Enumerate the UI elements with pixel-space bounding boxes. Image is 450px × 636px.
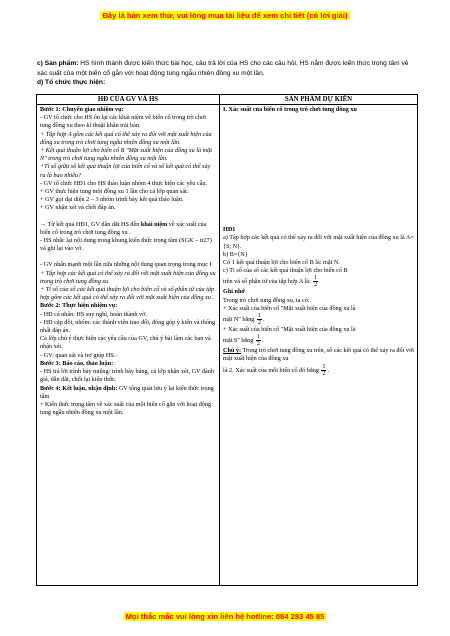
hd1-answer: a) Tập hợp các kết quả có thể xảy ra đối với mặt xuất hiện của đồng xu là A={S; N}. <box>223 234 414 250</box>
hotline-banner: Mọi thắc mắc vui lòng xin liên hệ hotline: 084 283 45 85 <box>125 612 325 621</box>
product-paragraph: c) Sản phẩm: HS hình thành được kiến thức bài học, câu trả lời của HS cho các câu hỏi, HS nắm được kiến thức trọng tâm về xác suất của một biến cố gắn với hoạt động tung ngẫu nhiên đồng xu một lần. <box>37 60 409 77</box>
teacher-student-header: HĐ CỦA GV VÀ HS <box>37 95 220 105</box>
step2-title: Bước 2: Thực hiện nhiệm vụ: <box>40 302 118 310</box>
step1-line: - GV nhấn mạnh một lần nữa những nội dung quan trọng trong mục I <box>40 261 212 269</box>
hd1-answer: c) Tỉ số của số các kết quả thuận lợi cho biến cố B <box>223 267 348 275</box>
remember-line: + Xác suất của biến cố "Mặt xuất hiện của đồng xu là <box>223 326 356 334</box>
step1-line: + Tập hợp các kết quả có thể xảy ra đối với mặt xuất hiện của đồng xu trong trò chơi tung đồng xu <box>40 269 216 285</box>
remember-line: + Xác suất của biến cố "Mặt xuất hiện của đồng xu là <box>223 304 356 312</box>
product-cell <box>220 105 418 586</box>
step1-line: → Từ kết quả HĐ1, GV dẫn dắt HS đến khái niệm về xác suất của biến cố trong trò chơi tung đồng xu . <box>40 220 207 236</box>
note-line: là 2. Xác suất của mỗi biến cố đó bằng $\frac{1}{2}$ . <box>223 363 329 377</box>
hd1-title: HĐ1 <box>223 226 236 234</box>
table-header-row <box>37 95 418 105</box>
step1-line: + Tỉ số của số các kết quả thuận lợi cho biến cố và số phần tử của tập hợp gồm các kết quả có thể xảy ra đối với mặt xuất hiện của đồng xu . <box>40 286 215 302</box>
section-title: I. Xác suất của biến cố trong trò chơi tung đồng xu <box>223 106 357 113</box>
remember-line: mặt N" bằng $\frac{1}{2}$ . <box>223 313 265 327</box>
step1-line: + GV gọi đại diện 2 – 3 nhóm trình bày kết quả thảo luận. <box>40 196 184 204</box>
step2-line: Cả lớp chú ý thực hiện các yêu cầu của GV, chú ý bài làm các bạn và nhận xét. <box>40 335 211 351</box>
hd1-answer: Có 1 kết quả thuận lợi cho biến cố B là: mặt N. <box>223 259 340 267</box>
step4-line: + Kiến thức trọng tâm về xác suất của một biến cố gắn với hoạt động tung ngẫu nhiên đồng xu một lần. <box>40 400 212 417</box>
table-body-row <box>37 105 418 586</box>
step1-line: - HS nhắc lại nội dung trong khung kiến thức trọng tâm (SGK – tr27) và ghi lại vào vở. <box>40 237 212 253</box>
activity-cell <box>37 105 220 586</box>
step1-line: + Tập hợp A gồm các kết quả có thể xảy ra đối với mặt xuất hiện của đồng xu trong trò chơi tung ngẫu nhiên đồng xu một lần. <box>40 130 212 146</box>
preview-banner: Đây là bản xem thử, vui lòng mua tài liệu để xem chi tiết (có lời giải) <box>102 11 348 20</box>
step1-line: - GV tổ chức cho HS ôn lại các khái niệm về biến cố trong trò chơi tung đồng xu theo kĩ thuật khăn trải bàn. <box>40 114 206 130</box>
expected-product-header: SẢN PHẨM DỰ KIẾN <box>220 95 418 105</box>
fraction: $\frac{1}{2}$ <box>322 363 326 377</box>
step2-line: - HĐ cá nhân: HS suy nghĩ, hoàn thành vở. <box>40 310 147 318</box>
step3-line: - HS trả lời trình bày miệng/ trình bày bảng, cả lớp nhận xét, GV đánh giá, dẫn dắt, chốt lại kiến thức. <box>40 368 214 384</box>
fraction: $\frac{1}{2}$ <box>314 275 318 289</box>
hd1-answer: trên và số phần tử của tập hợp A là: $\frac{1}{2}$ <box>223 275 318 289</box>
hd1-answer: b) B={N} <box>223 250 248 258</box>
step1-line: +Tỉ số giữa số kết quả thuận lợi của biến cố và số kết quả có thể xảy ra là bao nhiêu? <box>40 163 211 179</box>
step4-line: Bước 4: Kết luận, nhận định: GV tổng quát lưu ý lại kiến thức trọng tâm <box>40 384 214 400</box>
step2-line: - HĐ cặp đôi, nhóm: các thành viên trao đổi, đóng góp ý kiến và thống nhất đáp án. <box>40 318 216 335</box>
note-line: Chú ý: Trong trò chơi tung đồng xu trên, số các kết quả có thể xảy ra đối với mặt xuất hiện của đồng xu <box>223 347 414 363</box>
step2-line: - GV: quan sát và trợ giúp HS.· <box>40 351 118 359</box>
activity-table <box>36 94 418 586</box>
step1-title: Bước 1: Chuyển giao nhiệm vụ: <box>40 106 124 113</box>
step3-title: Bước 3: Báo cáo, thảo luận: <box>40 359 114 367</box>
organization-heading: d) Tổ chức thực hiện: <box>37 79 106 87</box>
fraction: $\frac{1}{2}$ <box>257 313 261 327</box>
remember-line: mặt S" bằng $\frac{1}{2}$ . <box>223 334 264 348</box>
remember-title: Ghi nhớ <box>223 288 245 296</box>
step1-line: + Kết quả thuận lợi cho biến cố B "Mặt xuất hiện của đồng xu là mặt N" trong trò chơi tung ngẫu nhiên đồng xu một lần. <box>40 147 212 163</box>
step1-line: + GV nhận xét và chốt đáp án. <box>40 204 116 212</box>
intro-block <box>37 59 417 88</box>
step1-line: + GV thực hiện tung một đồng xu 1 lần cho cả lớp quan sát. <box>40 188 189 196</box>
fraction: $\frac{1}{2}$ <box>256 334 260 348</box>
step1-line: - GV tổ chức HĐ1 cho HS thảo luận nhóm 4 thực hiện các yêu cầu. <box>40 179 208 187</box>
remember-line: Trong trò chơi tung đồng xu, ta có: <box>223 296 310 304</box>
